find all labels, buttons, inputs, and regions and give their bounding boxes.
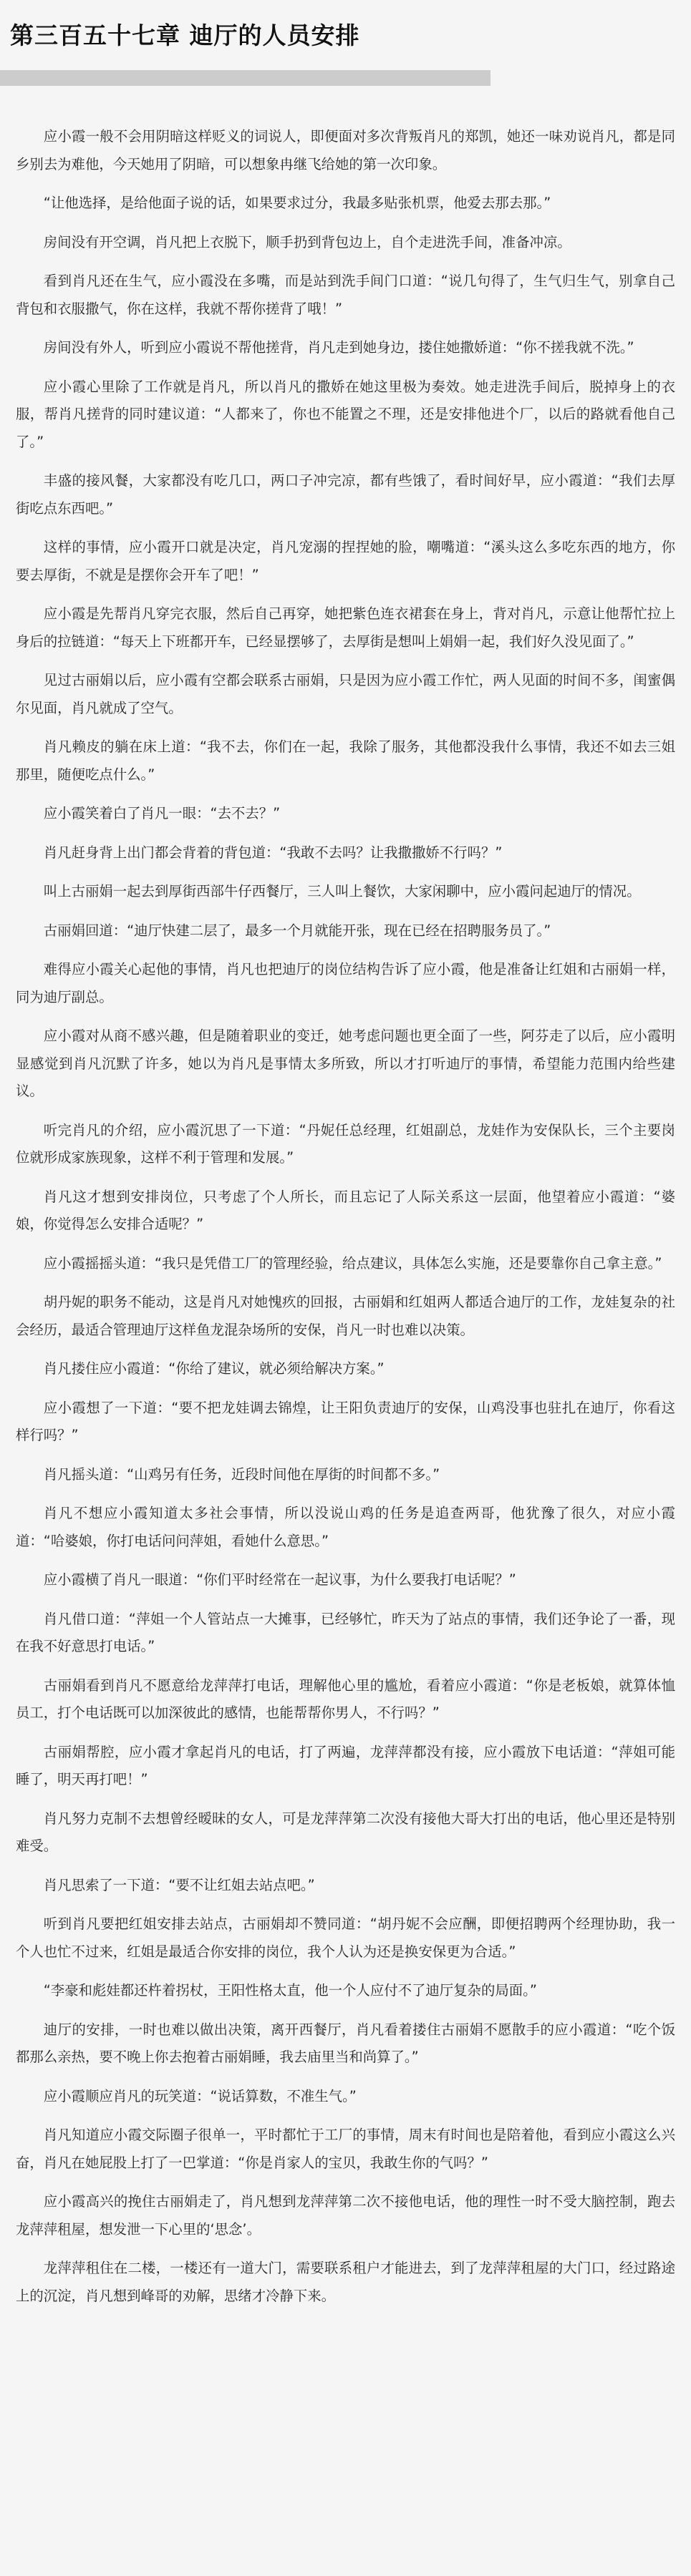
paragraph: 古丽娟帮腔，应小霞才拿起肖凡的电话，打了两遍，龙萍萍都没有接，应小霞放下电话道：“萍姐可能睡了，明天再打吧！” [16,1743,675,1787]
paragraph: 应小霞对从商不感兴趣，但是随着职业的变迁，她考虑问题也更全面了一些，阿芬走了以后，应小霞明显感觉到肖凡沉默了许多，她以为肖凡是事情太多所致，所以才打听迪厅的事情，希望能力范围内给些建议。 [16,1028,675,1099]
title-divider-bar [0,70,491,86]
chapter-content [0,86,691,2310]
paragraph: 肖凡这才想到安排岗位，只考虑了个人所长，而且忘记了人际关系这一层面，他望着应小霞道：“婆娘，你觉得怎么安排合适呢？” [16,1188,675,1232]
paragraph: 见过古丽娟以后，应小霞有空都会联系古丽娟，只是因为应小霞工作忙，两人见面的时间不多，闺蜜偶尔见面，肖凡就成了空气。 [16,672,675,716]
chapter-title: 第三百五十七章 迪厅的人员安排 [10,21,360,49]
paragraph: 应小霞一般不会用阴暗这样贬义的词说人，即便面对多次背叛肖凡的郑凯，她还一味劝说肖凡，都是同乡别去为难他，今天她用了阴暗，可以想象冉继飞给她的第一次印象。 [16,128,675,172]
paragraph: 肖凡思索了一下道：“要不让红姐去站点吧。” [43,1876,315,1893]
paragraph: 叫上古丽娟一起去到厚街西部牛仔西餐厅，三人叫上餐饮，大家闲聊中，应小霞问起迪厅的情况。 [43,883,641,899]
paragraph: 迪厅的安排，一时也难以做出决策，离开西餐厅，肖凡看着搂住古丽娟不愿散手的应小霞道：“吃个饭都那么亲热，要不晚上你去抱着古丽娟睡，我去庙里当和尚算了。” [16,2021,675,2065]
paragraph: 应小霞是先帮肖凡穿完衣服，然后自己再穿，她把紫色连衣裙套在身上，背对肖凡，示意让他帮忙拉上身后的拉链道：“每天上下班都开车，已经显摆够了，去厚街是想叫上娟娟一起，我们好久没见面了。” [16,605,675,650]
paragraph: 应小霞摇摇头道：“我只是凭借工厂的管理经验，给点建议，具体怎么实施，还是要靠你自己拿主意。” [43,1254,662,1272]
paragraph: 古丽娟回道：“迪厅快建二层了，最多一个月就能开张，现在已经在招聘服务员了。” [43,922,551,939]
paragraph: 看到肖凡还在生气，应小霞没在多嘴，而是站到洗手间门口道：“说几句得了，生气归生气，别拿自己背包和衣服撒气，你在这样，我就不帮你搓背了哦！” [16,273,675,317]
paragraph: 听到肖凡要把红姐安排去站点，古丽娟却不赞同道：“胡丹妮不会应酬，即便招聘两个经理协助，我一个人也忙不过来，红姐是最适合你安排的岗位，我个人认为还是换安保更为合适。” [16,1916,675,1960]
paragraph: 难得应小霞关心起他的事情，肖凡也把迪厅的岗位结构告诉了应小霞，他是准备让红姐和古丽娟一样，同为迪厅副总。 [16,961,675,1005]
paragraph: 房间没有外人，听到应小霞说不帮他搓背，肖凡走到她身边，搂住她撒娇道：“你不搓我就不洗。” [43,339,634,356]
paragraph: 肖凡搂住应小霞道：“你给了建议，就必须给解决方案。” [43,1360,385,1377]
paragraph: 肖凡努力克制不去想曾经暧昧的女人，可是龙萍萍第二次没有接他大哥大打出的电话，他心里还是特别难受。 [16,1810,675,1854]
paragraph: 应小霞心里除了工作就是肖凡，所以肖凡的撒娇在她这里极为奏效。她走进洗手间后，脱掉身上的衣服，帮肖凡搓背的同时建议道：“人都来了，你也不能置之不理，还是安排他进个厂，以后的路就看他自己了。” [16,378,675,450]
paragraph: 这样的事情，应小霞开口就是决定，肖凡宠溺的捏捏她的脸，嘲嘴道：“溪头这么多吃东西的地方，你要去厚街，不就是是摆你会开车了吧！” [16,539,675,583]
paragraph: 肖凡摇头道：“山鸡另有任务，近段时间他在厚街的时间都不多。” [43,1465,440,1483]
paragraph: 应小霞笑着白了肖凡一眼：“去不去？” [43,805,281,821]
paragraph: 听完肖凡的介绍，应小霞沉思了一下道：“丹妮任总经理，红姐副总，龙娃作为安保队长，三个主要岗位就形成家族现象，这样不利于管理和发展。” [16,1121,675,1166]
paragraph: 肖凡不想应小霞知道太多社会事情，所以没说山鸡的任务是追查两哥，他犹豫了很久，对应小霞道：“哈婆娘，你打电话问问萍姐，看她什么意思。” [16,1505,675,1549]
paragraph: “李豪和彪娃都还杵着拐杖，王阳性格太直，他一个人应付不了迪厅复杂的局面。” [43,1982,537,1999]
paragraph: 胡丹妮的职务不能动，这是肖凡对她愧疚的回报，古丽娟和红姐两人都适合迪厅的工作，龙娃复杂的社会经历，最适合管理迪厅这样鱼龙混杂场所的安保，肖凡一时也难以决策。 [16,1294,675,1338]
paragraph: 应小霞高兴的挽住古丽娟走了，肖凡想到龙萍萍第二次不接他电话，他的理性一时不受大脑控制，跑去龙萍萍租屋，想发泄一下心里的‘思念’。 [16,2193,675,2238]
paragraph: 房间没有开空调，肖凡把上衣脱下，顺手扔到背包边上，自个走进洗手间，准备冲凉。 [43,233,571,250]
paragraph: 应小霞顺应肖凡的玩笑道：“说话算数，不准生气。” [43,2087,357,2104]
paragraph: 应小霞想了一下道：“要不把龙娃调去锦煌，让王阳负责迪厅的安保，山鸡没事也驻扎在迪厅，你看这样行吗？” [16,1399,675,1443]
paragraph: 肖凡知道应小霞交际圈子很单一，平时都忙于工厂的事情，周末有时间也是陪着他，看到应小霞这么兴奋，肖凡在她屁股上打了一巴掌道：“你是肖家人的宝贝，我敢生你的气吗？” [16,2127,675,2171]
paragraph: 肖凡赶身背上出门都会背着的背包道：“我敢不去吗？让我撒撒娇不行吗？” [43,844,503,861]
paragraph: 龙萍萍租住在二楼，一楼还有一道大门，需要联系租户才能进去，到了龙萍萍租屋的大门口，经过路途上的沉淀，肖凡想到峰哥的劝解，思绪才冷静下来。 [16,2260,675,2304]
paragraph: 应小霞横了肖凡一眼道：“你们平时经常在一起议事，为什么要我打电话呢？” [43,1571,516,1588]
paragraph: 肖凡借口道：“萍姐一个人管站点一大摊事，已经够忙，昨天为了站点的事情，我们还争论了一番，现在我不好意思打电话。” [16,1610,675,1654]
paragraph: 丰盛的接风餐，大家都没有吃几口，两口子冲完凉，都有些饿了，看时间好早，应小霞道：“我们去厚街吃点东西吧。” [16,472,675,517]
paragraph: 古丽娟看到肖凡不愿意给龙萍萍打电话，理解他心里的尴尬，看着应小霞道：“你是老板娘，就算体恤员工，打个电话既可以加深彼此的感情，也能帮帮你男人，不行吗？” [16,1677,675,1721]
paragraph: “让他选择，是给他面子说的话，如果要求过分，我最多贴张机票，他爱去那去那。” [43,195,551,211]
paragraph: 肖凡赖皮的躺在床上道：“我不去，你们在一起，我除了服务，其他都没我什么事情，我还不如去三姐那里，随便吃点什么。” [16,738,675,783]
